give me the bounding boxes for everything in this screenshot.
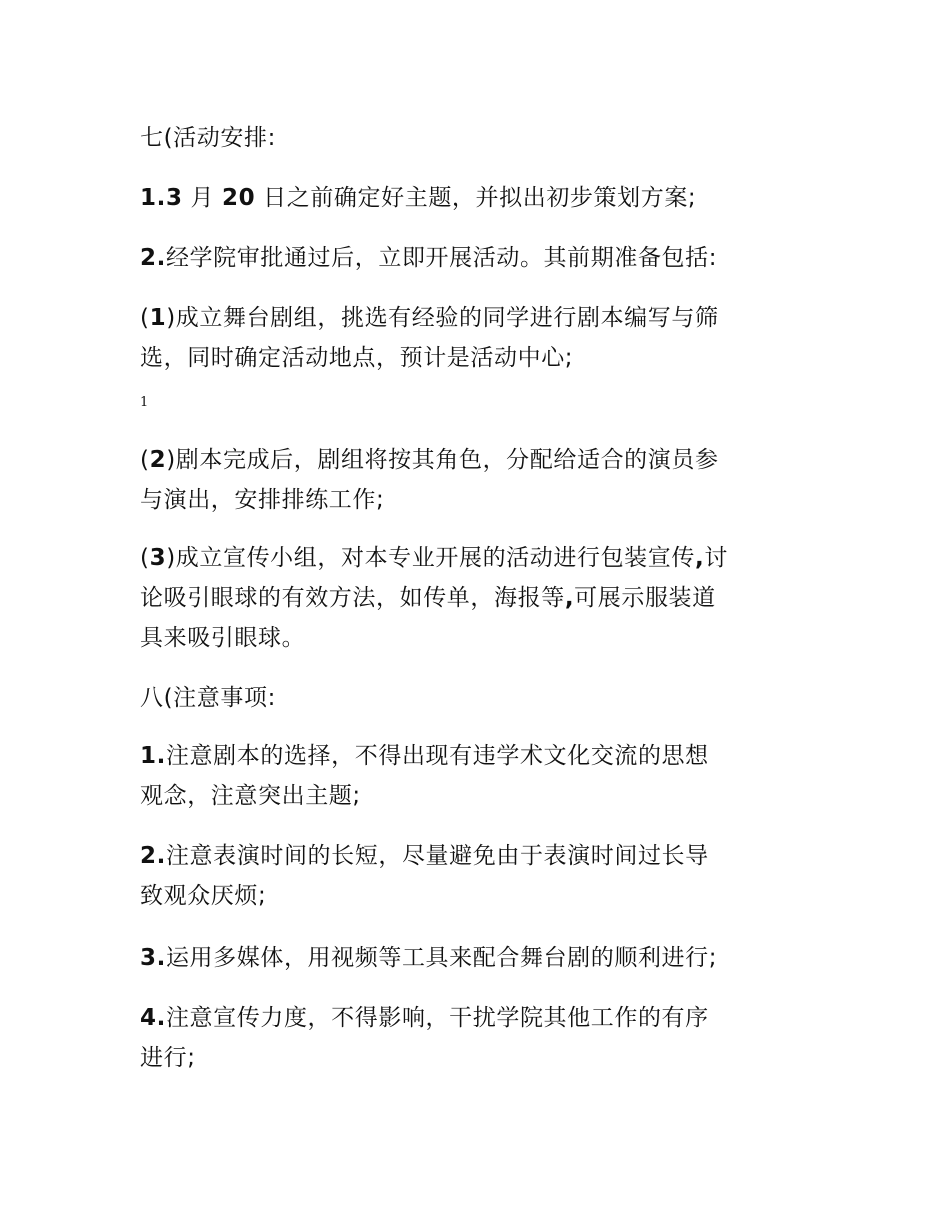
- item-number: 1.3: [140, 185, 183, 211]
- date-number: 20: [221, 185, 256, 211]
- section-8-item-3: 3.运用多媒体，用视频等工具来配合舞台剧的顺利进行;: [140, 945, 718, 971]
- sub-item-number: 1: [149, 305, 167, 331]
- item-number: 2.: [140, 245, 166, 271]
- sub-item-number: 2: [149, 447, 167, 473]
- section-7-sub-item-3: (3)成立宣传小组，对本专业开展的活动进行包装宣传,讨 论吸引眼球的有效方法，如传单，海报等,可展示服装道 具来吸引眼球。: [140, 545, 728, 651]
- section-7-item-1: 1.3 月 20 日之前确定好主题，并拟出初步策划方案;: [140, 185, 697, 211]
- item-number: 4.: [140, 1005, 166, 1031]
- section-7-sub-item-2: (2)剧本完成后，剧组将按其角色，分配给适合的演员参 与演出，安排排练工作;: [140, 447, 719, 513]
- section-8-item-4: 4.注意宣传力度，不得影响，干扰学院其他工作的有序 进行;: [140, 1005, 709, 1071]
- section-7-item-2: 2.经学院审批通过后，立即开展活动。其前期准备包括:: [140, 245, 718, 271]
- page-marker: 1: [140, 395, 149, 410]
- section-8-heading: 八(注意事项:: [140, 685, 276, 711]
- section-8-item-1: 1.注意剧本的选择，不得出现有违学术文化交流的思想 观念，注意突出主题;: [140, 743, 709, 809]
- item-number: 2.: [140, 843, 166, 869]
- item-number: 1.: [140, 743, 166, 769]
- item-number: 3.: [140, 945, 166, 971]
- section-8-item-2: 2.注意表演时间的长短，尽量避免由于表演时间过长导 致观众厌烦;: [140, 843, 709, 909]
- section-7-sub-item-1: (1)成立舞台剧组，挑选有经验的同学进行剧本编写与筛 选，同时确定活动地点，预计是活动中心;: [140, 305, 719, 371]
- section-7-heading: 七(活动安排:: [140, 125, 276, 151]
- sub-item-number: 3: [149, 545, 167, 571]
